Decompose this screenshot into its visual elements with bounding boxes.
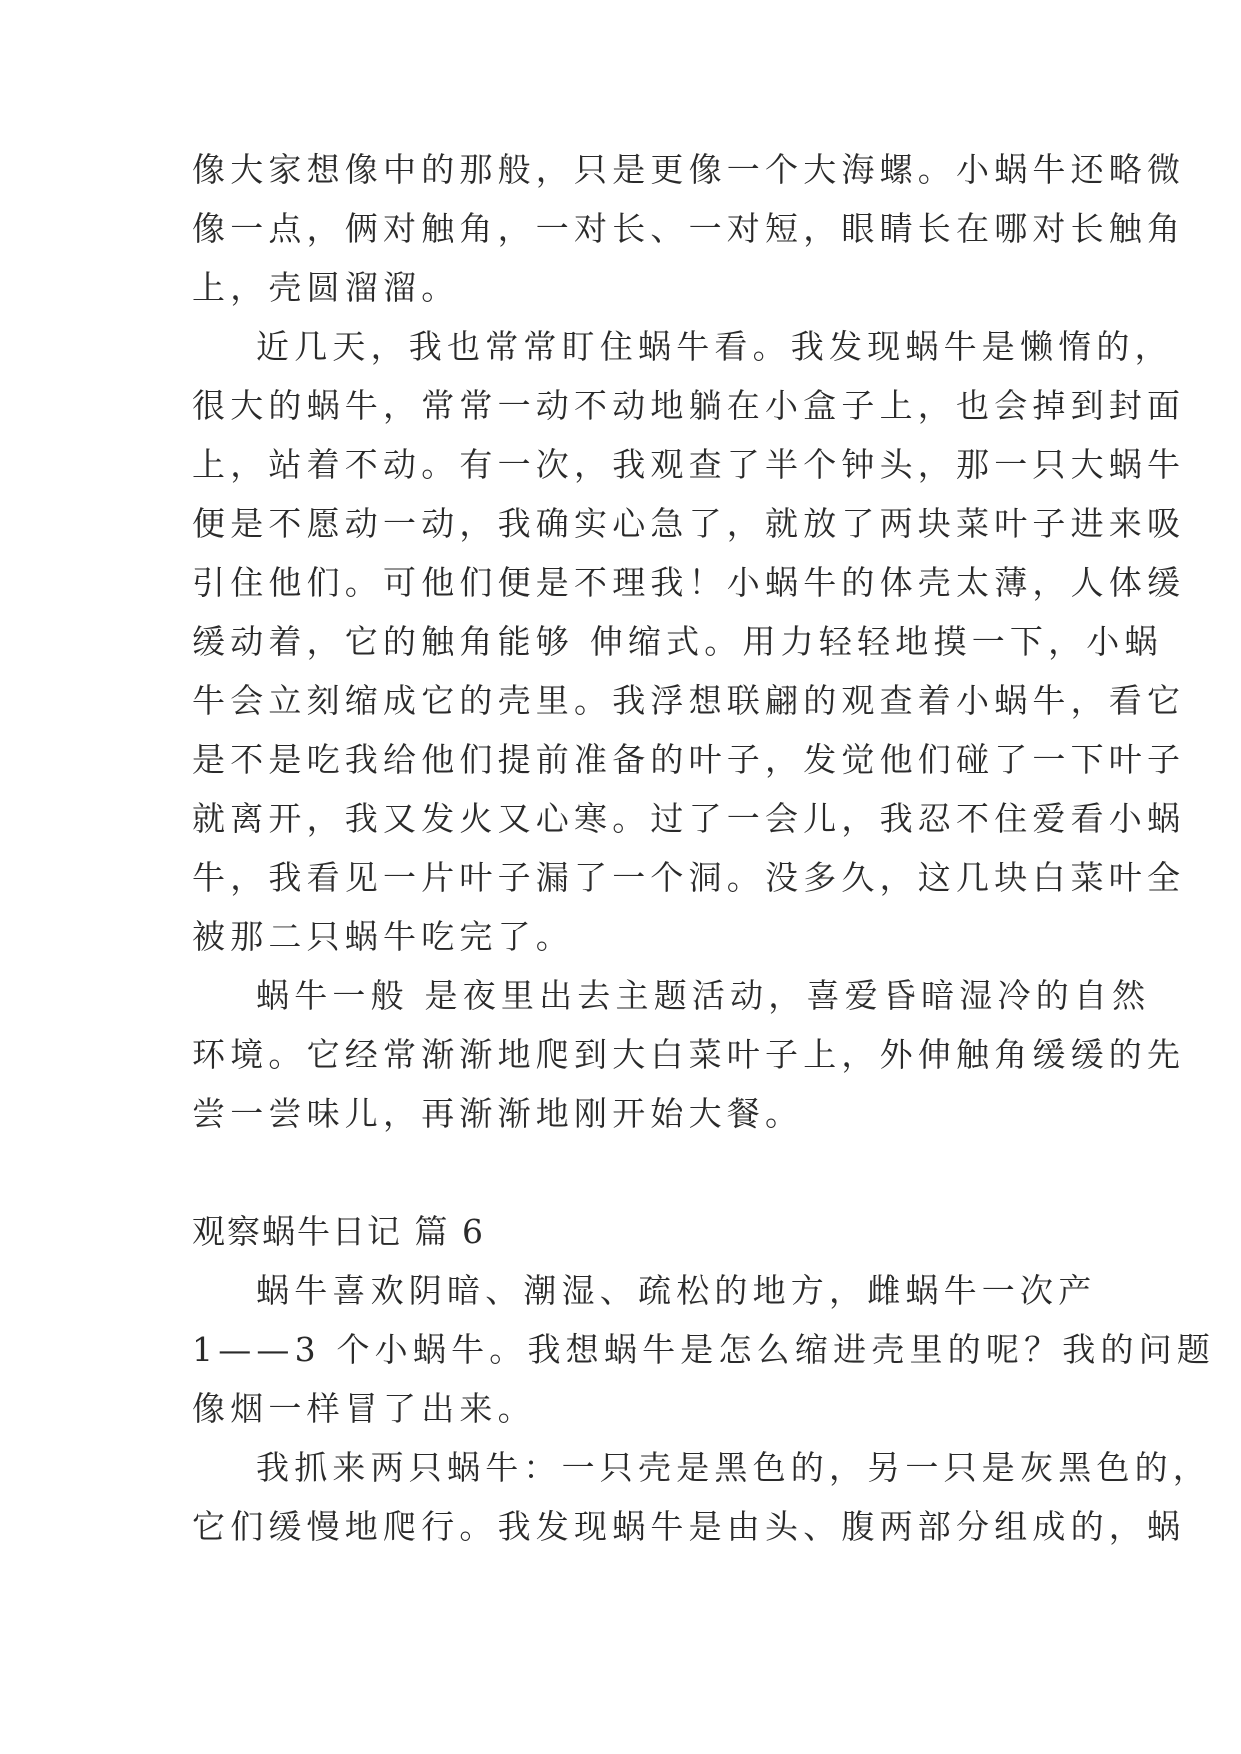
text-line: 牛，我看见一片叶子漏了一个洞。没多久，这几块白菜叶全 [192, 858, 1186, 897]
text-line: 被那二只蜗牛吃完了。 [192, 917, 574, 956]
text-line: 像烟一样冒了出来。 [192, 1389, 536, 1428]
text-line: 便是不愿动一动，我确实心急了，就放了两块菜叶子进来吸 [192, 504, 1186, 543]
paragraph-first-line: 我抓来两只蜗牛：一只壳是黑色的，另一只是灰黑色的， [256, 1448, 1211, 1487]
text-line: 很大的蜗牛，常常一动不动地躺在小盒子上，也会掉到封面 [192, 386, 1186, 425]
text-line: 上，壳圆溜溜。 [192, 268, 460, 307]
text-line: 它们缓慢地爬行。我发现蜗牛是由头、腹两部分组成的，蜗 [192, 1507, 1186, 1546]
paragraph-first-line: 蜗牛喜欢阴暗、潮湿、疏松的地方，雌蜗牛一次产 [256, 1271, 1097, 1310]
paragraph-first-line: 蜗牛一般 是夜里出去主题活动，喜爱昏暗湿冷的自然 [256, 976, 1151, 1015]
paragraph-first-line: 近几天，我也常常盯住蜗牛看。我发现蜗牛是懒惰的， [256, 327, 1173, 366]
text-line: 缓动着，它的触角能够 伸缩式。用力轻轻地摸一下，小蜗 [192, 622, 1163, 661]
text-line: 像大家想像中的那般，只是更像一个大海螺。小蜗牛还略微 [192, 150, 1186, 189]
text-line: 是不是吃我给他们提前准备的叶子，发觉他们碰了一下叶子 [192, 740, 1186, 779]
text-line: 环境。它经常渐渐地爬到大白菜叶子上，外伸触角缓缓的先 [192, 1035, 1186, 1074]
text-line: 引住他们。可他们便是不理我！小蜗牛的体壳太薄，人体缓 [192, 563, 1186, 602]
text-line: 上，站着不动。有一次，我观查了半个钟头，那一只大蜗牛 [192, 445, 1186, 484]
text-line: 尝一尝味儿，再渐渐地刚开始大餐。 [192, 1094, 804, 1133]
text-line: 1——3 个小蜗牛。我想蜗牛是怎么缩进壳里的呢？我的问题 [192, 1330, 1216, 1369]
text-line: 像一点，俩对触角，一对长、一对短，眼睛长在哪对长触角 [192, 209, 1186, 248]
text-line: 牛会立刻缩成它的壳里。我浮想联翩的观查着小蜗牛，看它 [192, 681, 1186, 720]
text-line: 就离开，我又发火又心寒。过了一会儿，我忍不住爱看小蜗 [192, 799, 1186, 838]
section-heading: 观察蜗牛日记 篇 6 [192, 1212, 485, 1251]
